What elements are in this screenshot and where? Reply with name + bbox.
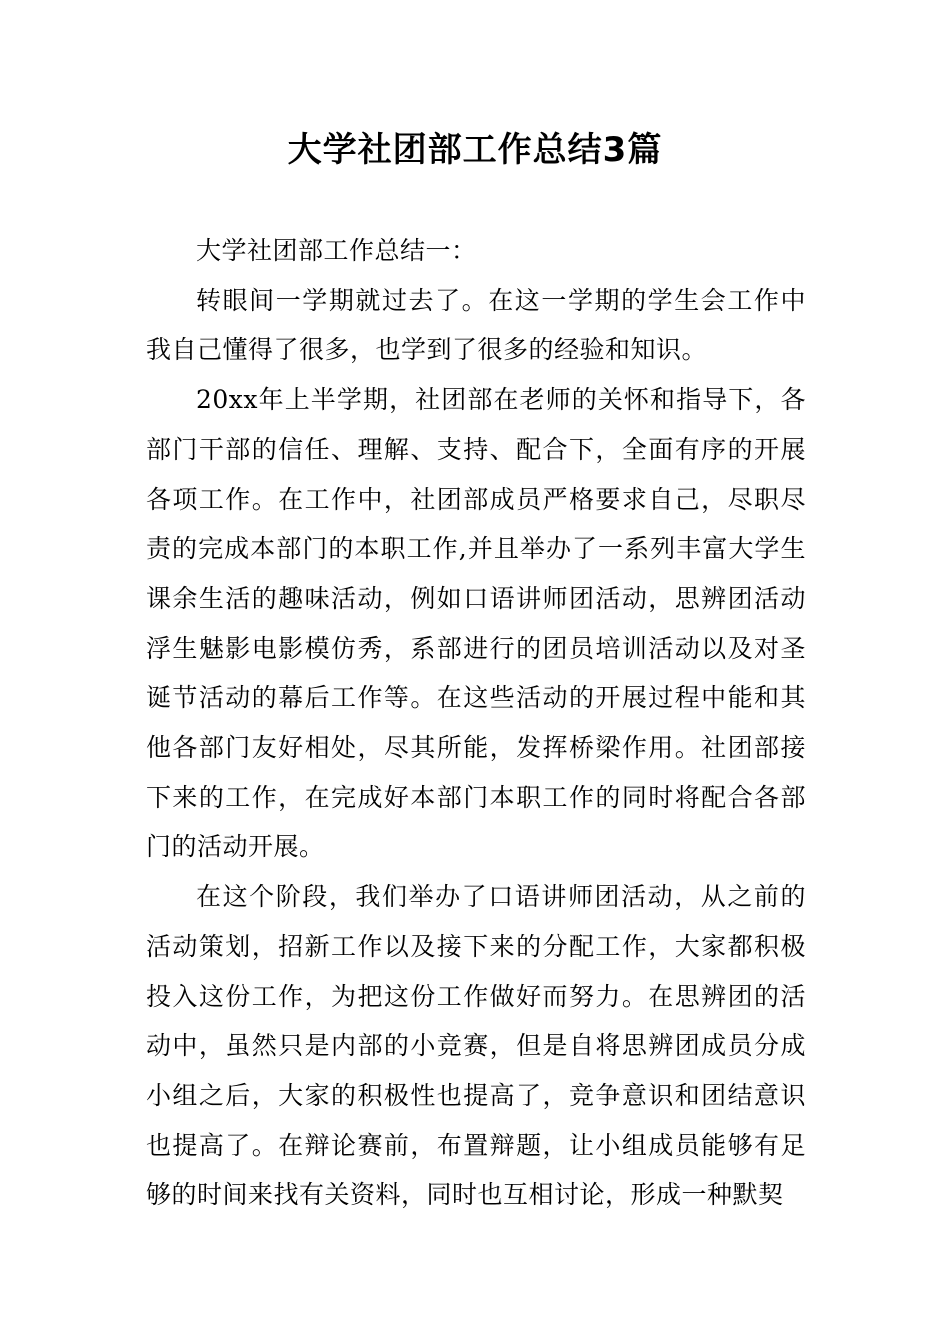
paragraph: 在这个阶段，我们举办了口语讲师团活动，从之前的活动策划，招新工作以及接下来的分配工作，大家都积极投入这份工作，为把这份工作做好而努力。在思辨团的活动中，虽然只是内部的小竞赛，但是自将思辨团成员分成小组之后，大家的积极性也提高了，竞争意识和团结意识也提高了。在辩论赛前，布置辩题，让小组成员能够有足够的时间来找有关资料，同时也互相讨论，形成一种默契 <box>146 882 806 1210</box>
paragraph: 转眼间一学期就过去了。在这一学期的学生会工作中我自己懂得了很多，也学到了很多的经验和知识。 <box>146 285 806 365</box>
paragraph: 20xx年上半学期，社团部在老师的关怀和指导下，各部门干部的信任、理解、支持、配合下，全面有序的开展各项工作。在工作中，社团部成员严格要求自己，尽职尽责的完成本部门的本职工作,并且举办了一系列丰富大学生课余生活的趣味活动，例如口语讲师团活动，思辨团活动浮生魅影电影模仿秀，系部进行的团员培训活动以及对圣诞节活动的幕后工作等。在这些活动的开展过程中能和其他各部门友好相处，尽其所能，发挥桥梁作用。社团部接下来的工作，在完成好本部门本职工作的同时将配合各部门的活动开展。 <box>146 385 806 862</box>
document-title: 大学社团部工作总结3篇 <box>287 130 663 170</box>
document-body <box>146 226 806 1220</box>
paragraph-section-heading: 大学社团部工作总结一： <box>196 236 477 265</box>
